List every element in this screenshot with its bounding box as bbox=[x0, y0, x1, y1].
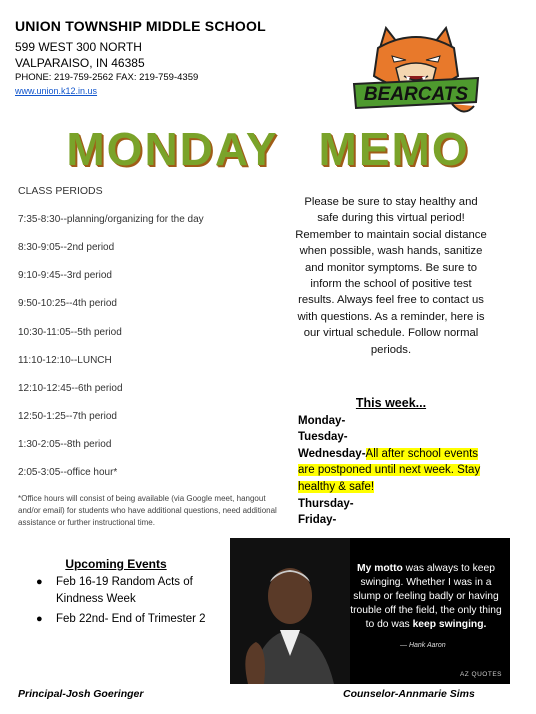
period-item: 9:10-9:45--3rd period bbox=[18, 270, 112, 281]
period-item: 12:10-12:45--6th period bbox=[18, 383, 123, 394]
health-notice: Please be sure to stay healthy and safe during this virtual period! Remember to maintain social distance when possible, wash hands, sanitize and monitor symptoms. Be sure to inform the school of positive test results. Always feel free to contact us with questions. As a reminder, here is our virtual schedule. Follow normal periods. bbox=[295, 196, 487, 356]
period-item: 2:05-3:05--office hour* bbox=[18, 467, 118, 478]
logo-wordmark: BEARCATS bbox=[363, 84, 469, 105]
day-friday: Friday- bbox=[298, 514, 337, 526]
list-item: ● Feb 22nd- End of Trimester 2 bbox=[36, 611, 226, 628]
period-item: 9:50-10:25--4th period bbox=[18, 298, 117, 309]
address-line-1: 599 WEST 300 NORTH bbox=[15, 40, 142, 54]
period-item: 1:30-2:05--8th period bbox=[18, 439, 112, 450]
bearcats-logo bbox=[348, 22, 484, 118]
bullet-icon: ● bbox=[36, 576, 43, 588]
website-link[interactable]: www.union.k12.in.us bbox=[15, 86, 98, 96]
day-monday: Monday- bbox=[298, 415, 346, 427]
day-thursday: Thursday- bbox=[298, 498, 354, 510]
period-item: 12:50-1:25--7th period bbox=[18, 411, 117, 422]
quote-image bbox=[230, 538, 510, 684]
address-line-2: VALPARAISO, IN 46385 bbox=[15, 56, 145, 70]
office-hours-footnote: *Office hours will consist of being available (via Google meet, hangout and/or email) for students who have additional questions, need additional assistance or further instructional time. bbox=[18, 494, 277, 527]
bullet-icon: ● bbox=[36, 613, 43, 625]
page-title: MONDAY MEMO bbox=[66, 123, 470, 175]
this-week-heading: This week... bbox=[355, 396, 427, 410]
list-item: ● Feb 16-19 Random Acts of Kindness Week bbox=[36, 576, 193, 605]
period-item: 7:35-8:30--planning/organizing for the day bbox=[18, 214, 204, 225]
events-list bbox=[36, 574, 226, 632]
day-tuesday: Tuesday- bbox=[298, 431, 348, 443]
upcoming-events-heading: Upcoming Events bbox=[65, 557, 167, 571]
quote-text: My motto was always to keep swinging. Whether I was in a slump or feeling badly or having trouble off the field, the only thing to do was keep swinging. bbox=[350, 563, 502, 630]
counselor-name: Counselor-Annmarie Sims bbox=[343, 688, 475, 700]
wednesday-note: All after school events are postponed until next week. Stay healthy & safe! bbox=[298, 448, 481, 493]
period-item: 10:30-11:05--5th period bbox=[18, 327, 122, 338]
phone-fax: PHONE: 219-759-2562 FAX: 219-759-4359 bbox=[15, 72, 199, 83]
period-item: 8:30-9:05--2nd period bbox=[18, 242, 115, 253]
quote-source: AZ QUOTES bbox=[459, 671, 502, 678]
quote-author: — Hank Aaron bbox=[400, 642, 446, 649]
principal-name: Principal-Josh Goeringer bbox=[18, 688, 144, 700]
period-item: 11:10-12:10--LUNCH bbox=[18, 355, 112, 366]
class-periods-heading: CLASS PERIODS bbox=[18, 185, 103, 197]
day-wednesday-label: Wednesday- bbox=[298, 448, 366, 460]
day-wednesday bbox=[298, 446, 488, 495]
school-name: UNION TOWNSHIP MIDDLE SCHOOL bbox=[15, 18, 266, 34]
portrait-photo bbox=[230, 538, 350, 684]
